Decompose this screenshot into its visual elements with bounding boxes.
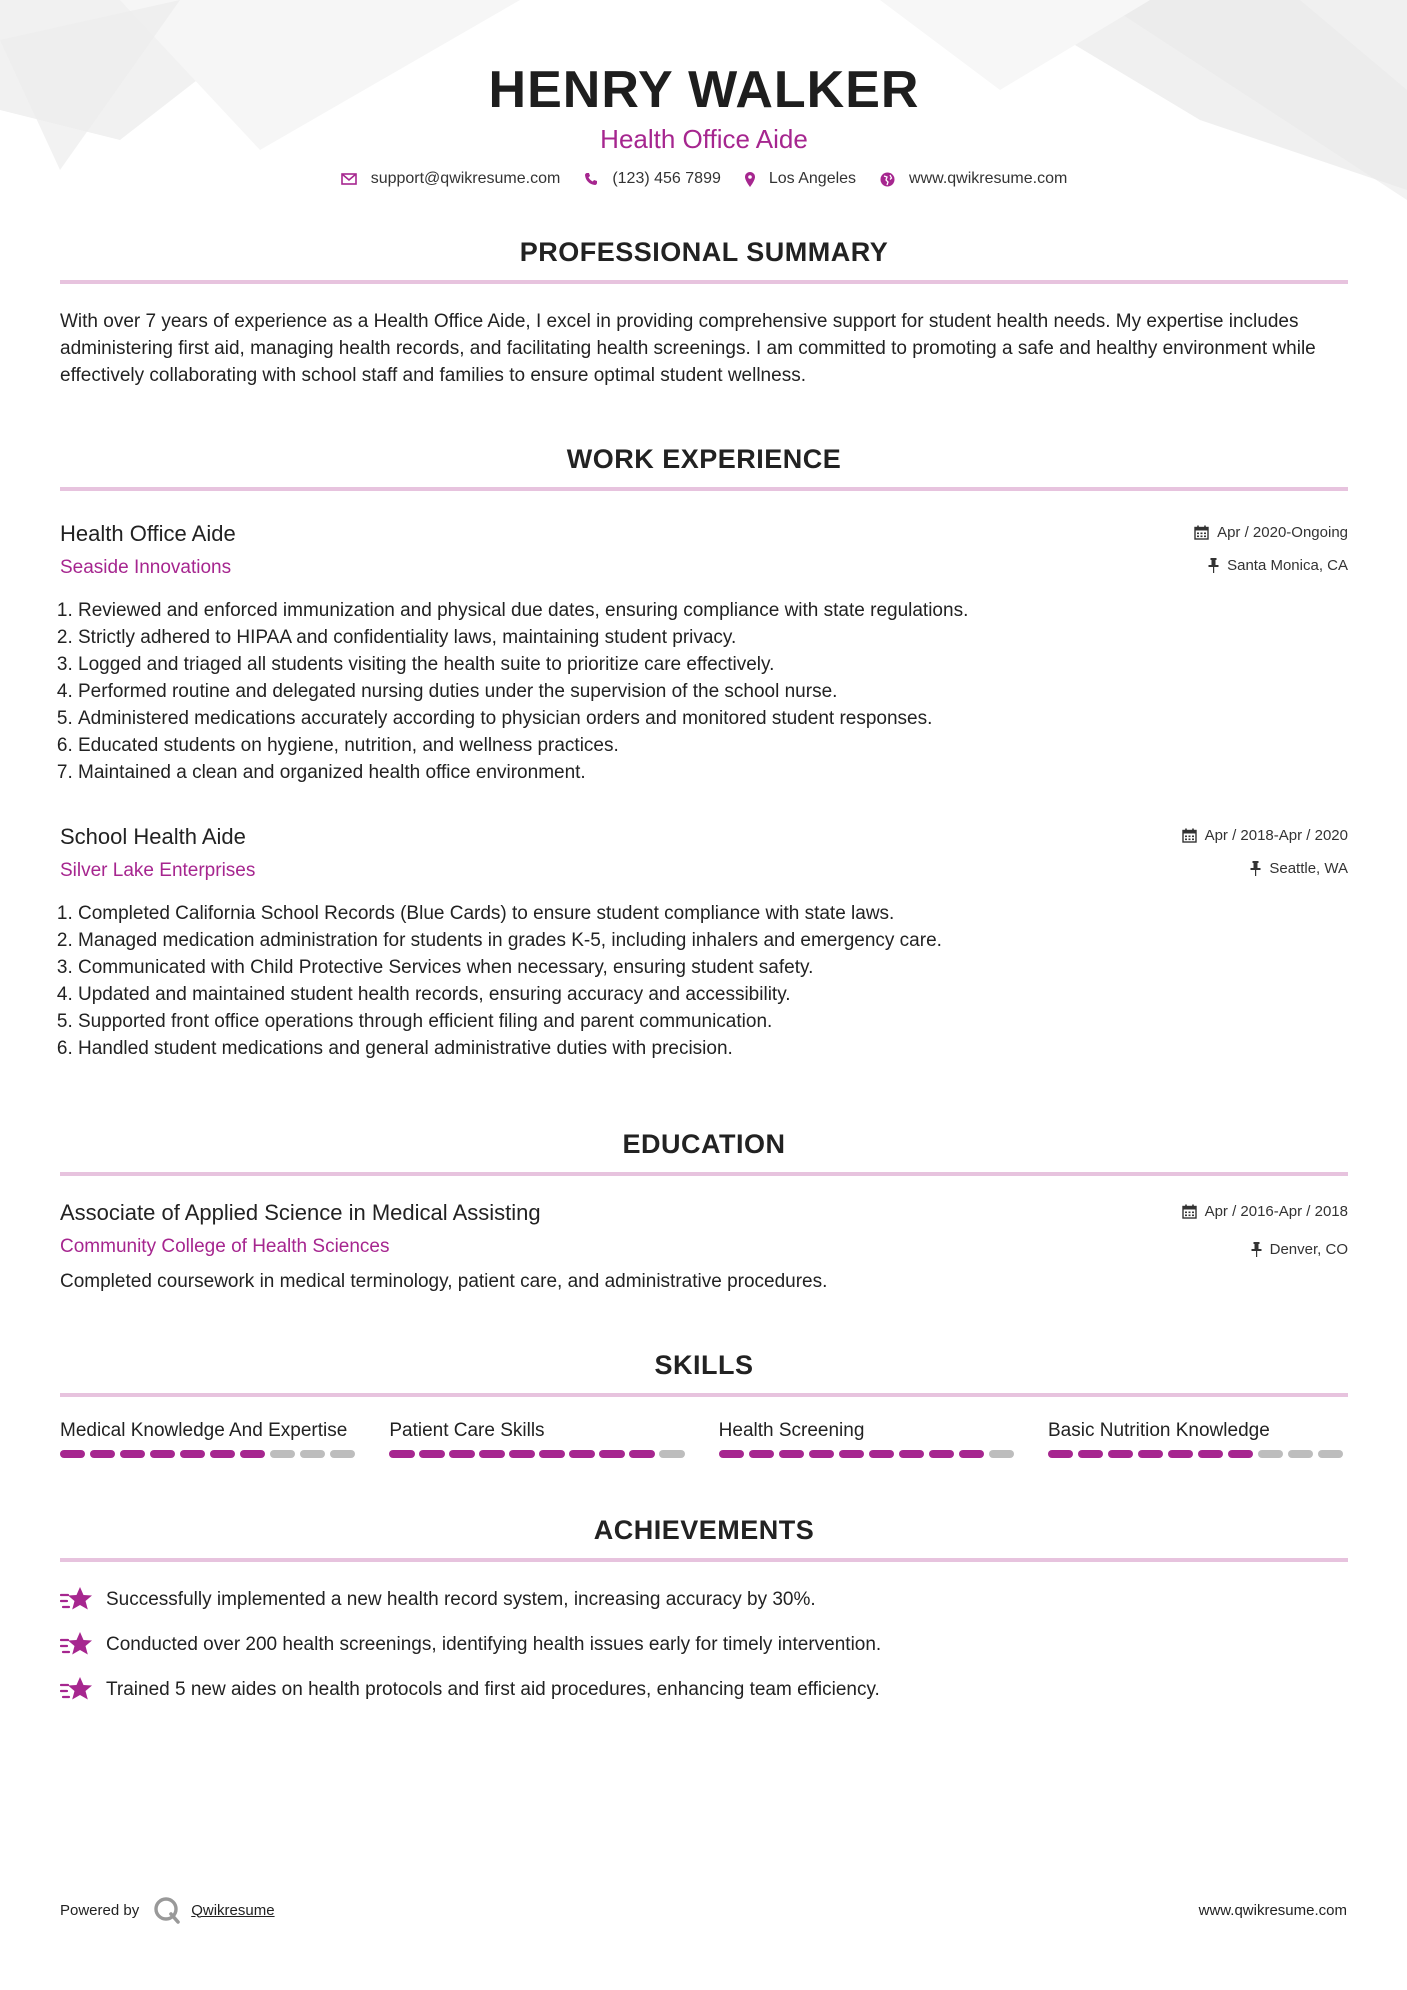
skill-segment-empty	[659, 1450, 684, 1458]
globe-icon	[880, 172, 895, 187]
powered-by-label: Powered by	[60, 1901, 140, 1919]
achievement-text: Trained 5 new aides on health protocols and first aid procedures, enhancing team efficiency.	[106, 1678, 880, 1700]
skill-segment-empty	[330, 1450, 355, 1458]
contact-location-text: Los Angeles	[768, 170, 857, 187]
skill-segment-filled	[869, 1450, 894, 1458]
skill-segment-empty	[1288, 1450, 1313, 1458]
pushpin-icon	[1251, 1242, 1262, 1257]
achievement-item	[60, 1629, 1348, 1659]
skills-section	[60, 1347, 1348, 1458]
skill-segment-empty	[300, 1450, 325, 1458]
job-dates	[1194, 519, 1348, 545]
achievements-heading: ACHIEVEMENTS	[593, 1515, 815, 1545]
skill-segment-filled	[899, 1450, 924, 1458]
achievements-section	[60, 1512, 1348, 1704]
job-location	[1182, 855, 1348, 881]
skill-segment-filled	[539, 1450, 564, 1458]
summary-text: With over 7 years of experience as a Health Office Aide, I excel in providing comprehensive support for student health needs. My expertise includes administering first aid, managing health records, and facilitating health screenings. I am committed to promoting a safe and healthy environment while effectively collaborating with school staff and families to ensure optimal student wellness.	[60, 311, 1316, 386]
experience-heading: WORK EXPERIENCE	[566, 444, 842, 474]
list-item: 1. Reviewed and enforced immunization and physical due dates, ensuring compliance with state regulations.	[78, 597, 1348, 624]
footer-website-link[interactable]: www.qwikresume.com	[1198, 1901, 1347, 1919]
skill-segment-empty	[1318, 1450, 1343, 1458]
skill-name: Basic Nutrition Knowledge	[1047, 1420, 1270, 1441]
achievement-item	[60, 1674, 1348, 1704]
job-dates	[1182, 822, 1348, 848]
list-item: 5. Administered medications accurately according to physician orders and monitored student responses.	[78, 705, 1348, 732]
skill-segment-filled	[1138, 1450, 1163, 1458]
qwikresume-link[interactable]: Qwikresume	[191, 1901, 275, 1919]
envelope-icon	[341, 173, 357, 185]
list-item: 5. Supported front office operations through efficient filing and parent communication.	[78, 1008, 1348, 1035]
skill-segment-filled	[959, 1450, 984, 1458]
list-item: 1. Completed California School Records (Blue Cards) to ensure student compliance with state laws.	[78, 900, 1348, 927]
skill-level-bar	[60, 1450, 360, 1458]
skill-segment-filled	[839, 1450, 864, 1458]
skill-segment-filled	[240, 1450, 265, 1458]
contact-website-text: www.qwikresume.com	[909, 170, 1068, 187]
summary-heading: PROFESSIONAL SUMMARY	[519, 237, 889, 267]
skill-segment-filled	[509, 1450, 534, 1458]
skill-segment-filled	[1048, 1450, 1073, 1458]
education-dates	[1182, 1198, 1348, 1224]
list-item: 3. Logged and triaged all students visiting the health suite to prioritize care effectively.	[78, 651, 1348, 678]
calendar-icon	[1194, 525, 1209, 540]
calendar-icon	[1182, 828, 1197, 843]
section-divider	[60, 1558, 1348, 1562]
skill-segment-filled	[479, 1450, 504, 1458]
skill-segment-empty	[270, 1450, 295, 1458]
education-description: Completed coursework in medical terminology, patient care, and administrative procedures.	[60, 1271, 828, 1292]
contact-bar	[60, 170, 1348, 188]
job-location-text: Seattle, WA	[1269, 859, 1348, 877]
achievements-list	[60, 1584, 1348, 1704]
list-item: 4. Performed routine and delegated nursing duties under the supervision of the school nurse.	[78, 678, 1348, 705]
phone-icon	[584, 172, 598, 186]
education-section	[60, 1126, 1348, 1295]
skill-item	[719, 1417, 1019, 1458]
contact-location	[745, 170, 856, 188]
skill-segment-filled	[419, 1450, 444, 1458]
skill-segment-filled	[1108, 1450, 1133, 1458]
skill-segment-filled	[150, 1450, 175, 1458]
list-item: 4. Updated and maintained student health records, ensuring accuracy and accessibility.	[78, 981, 1348, 1008]
skill-level-bar	[389, 1450, 689, 1458]
skill-item	[60, 1417, 360, 1458]
job-company: Seaside Innovations	[60, 557, 232, 578]
skill-segment-filled	[120, 1450, 145, 1458]
candidate-title: Health Office Aide	[600, 124, 808, 154]
qwikresume-logo-icon	[153, 1896, 181, 1924]
resume-page	[60, 0, 1348, 1704]
contact-email[interactable]	[341, 170, 561, 188]
skill-segment-filled	[449, 1450, 474, 1458]
skill-segment-filled	[569, 1450, 594, 1458]
skill-segment-filled	[1168, 1450, 1193, 1458]
education-dates-text: Apr / 2016-Apr / 2018	[1204, 1202, 1348, 1220]
skills-heading: SKILLS	[654, 1350, 754, 1380]
section-divider	[60, 487, 1348, 491]
job-title: School Health Aide	[60, 824, 246, 849]
skill-name: Patient Care Skills	[389, 1420, 545, 1441]
job-duties	[60, 597, 1348, 786]
job-dates-text: Apr / 2018-Apr / 2020	[1204, 826, 1348, 844]
job-location-text: Santa Monica, CA	[1227, 556, 1348, 574]
skill-segment-empty	[989, 1450, 1014, 1458]
education-entry	[60, 1198, 1348, 1295]
job-entry	[60, 822, 1348, 1062]
skill-segment-filled	[779, 1450, 804, 1458]
education-location-text: Denver, CO	[1269, 1240, 1348, 1258]
achievement-item	[60, 1584, 1348, 1614]
section-divider	[60, 280, 1348, 284]
education-heading: EDUCATION	[622, 1129, 786, 1159]
pushpin-icon	[1208, 558, 1219, 573]
pushpin-icon	[1250, 861, 1261, 876]
calendar-icon	[1182, 1204, 1197, 1219]
skill-segment-empty	[1258, 1450, 1283, 1458]
skill-segment-filled	[809, 1450, 834, 1458]
degree-title: Associate of Applied Science in Medical Assisting	[60, 1200, 541, 1225]
skill-segment-filled	[719, 1450, 744, 1458]
job-meta	[1194, 519, 1348, 578]
skill-item	[389, 1417, 689, 1458]
skill-segment-filled	[90, 1450, 115, 1458]
contact-phone[interactable]	[584, 170, 721, 188]
contact-email-text: support@qwikresume.com	[370, 170, 561, 187]
achievement-text: Successfully implemented a new health record system, increasing accuracy by 30%.	[106, 1588, 816, 1610]
skill-segment-filled	[599, 1450, 624, 1458]
skill-level-bar	[719, 1450, 1019, 1458]
map-pin-icon	[745, 172, 755, 187]
school-name: Community College of Health Sciences	[60, 1236, 390, 1257]
star-icon	[60, 1585, 94, 1613]
job-entry	[60, 519, 1348, 786]
education-meta	[1182, 1198, 1348, 1262]
section-divider	[60, 1393, 1348, 1397]
experience-section	[60, 441, 1348, 1062]
summary-section	[60, 234, 1348, 389]
list-item: 3. Communicated with Child Protective Services when necessary, ensuring student safety.	[78, 954, 1348, 981]
star-icon	[60, 1630, 94, 1658]
skill-segment-filled	[180, 1450, 205, 1458]
list-item: 2. Strictly adhered to HIPAA and confidentiality laws, maintaining student privacy.	[78, 624, 1348, 651]
job-title: Health Office Aide	[60, 521, 236, 546]
job-location	[1194, 552, 1348, 578]
skill-level-bar	[1048, 1450, 1348, 1458]
skill-segment-filled	[749, 1450, 774, 1458]
education-location	[1182, 1236, 1348, 1262]
skills-list	[60, 1417, 1348, 1458]
contact-phone-text: (123) 456 7899	[612, 170, 721, 187]
skill-segment-filled	[210, 1450, 235, 1458]
skill-name: Health Screening	[718, 1420, 865, 1441]
skill-segment-filled	[60, 1450, 85, 1458]
achievement-text: Conducted over 200 health screenings, identifying health issues early for timely intervention.	[106, 1633, 882, 1655]
section-divider	[60, 1172, 1348, 1176]
skill-segment-filled	[929, 1450, 954, 1458]
list-item: 6. Handled student medications and general administrative duties with precision.	[78, 1035, 1348, 1062]
list-item: 7. Maintained a clean and organized health office environment.	[78, 759, 1348, 786]
skill-segment-filled	[1198, 1450, 1223, 1458]
candidate-name: HENRY WALKER	[488, 61, 920, 119]
footer-powered-by	[60, 1896, 275, 1924]
skill-segment-filled	[1228, 1450, 1253, 1458]
resume-header	[60, 0, 1348, 188]
job-duties	[60, 900, 1348, 1062]
job-meta	[1182, 822, 1348, 881]
skill-segment-filled	[389, 1450, 414, 1458]
contact-website[interactable]	[880, 170, 1067, 188]
skill-segment-filled	[629, 1450, 654, 1458]
list-item: 2. Managed medication administration for students in grades K-5, including inhalers and emergency care.	[78, 927, 1348, 954]
skill-segment-filled	[1078, 1450, 1103, 1458]
skill-name: Medical Knowledge And Expertise	[60, 1420, 348, 1441]
page-footer	[60, 1896, 1347, 1924]
job-company: Silver Lake Enterprises	[60, 860, 256, 881]
star-icon	[60, 1675, 94, 1703]
skill-item	[1048, 1417, 1348, 1458]
job-dates-text: Apr / 2020-Ongoing	[1217, 523, 1348, 541]
list-item: 6. Educated students on hygiene, nutrition, and wellness practices.	[78, 732, 1348, 759]
